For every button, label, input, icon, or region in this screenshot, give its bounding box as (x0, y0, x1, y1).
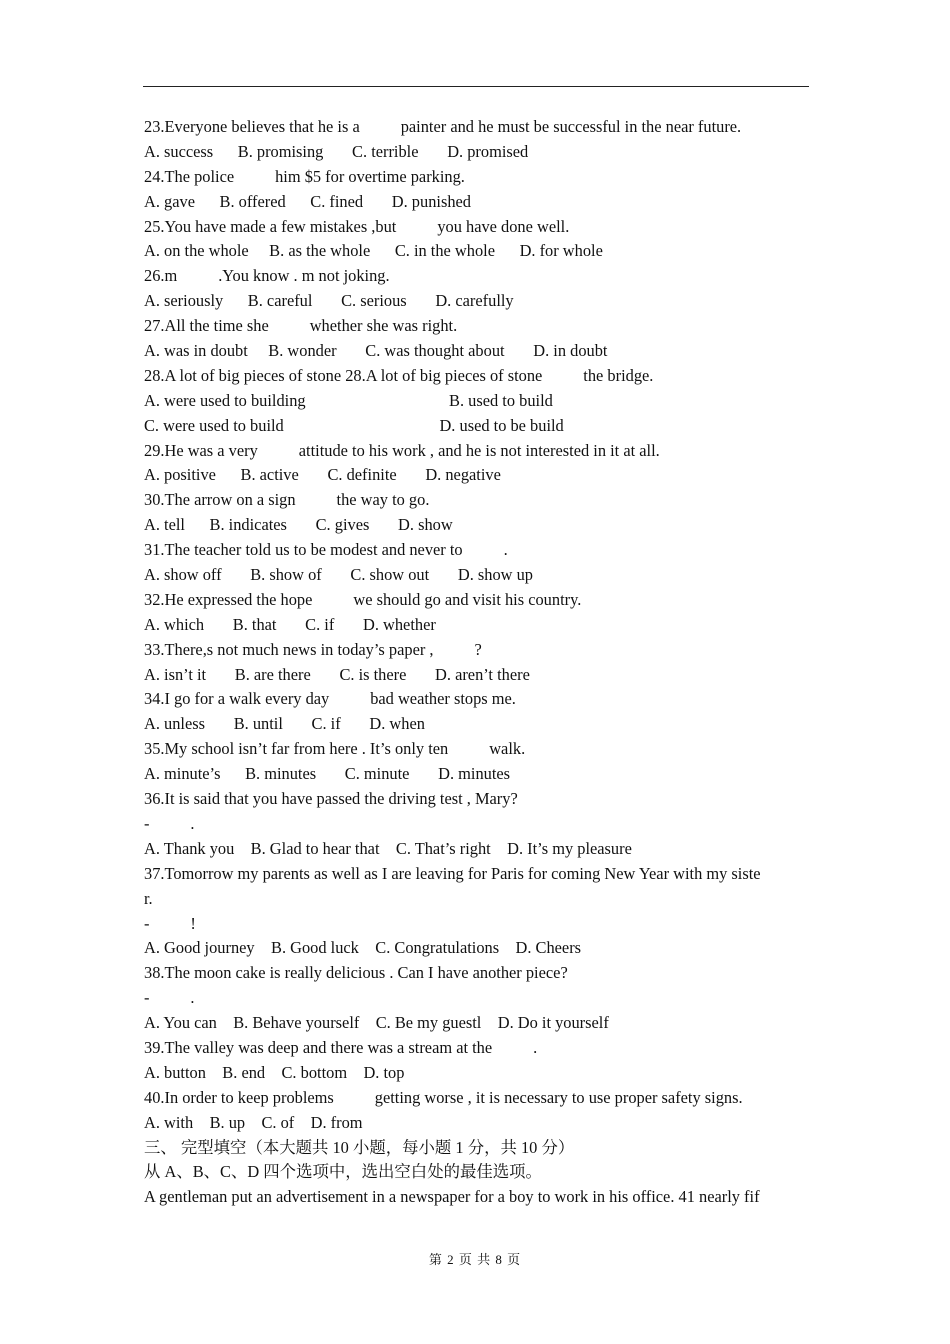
text-line-q35-options: A. minute’s B. minutes C. minute D. minutes (144, 764, 511, 784)
text-line-q28-options-ab: A. were used to building B. used to build (144, 390, 553, 410)
text-line-q36-options: A. Thank you B. Glad to hear that C. That’s right D. It’s my pleasure (144, 838, 632, 858)
document-body (144, 115, 810, 1210)
text-line-q39-options: A. button B. end C. bottom D. top (144, 1062, 405, 1082)
text-line-q28-options-cd: C. were used to build D. used to be build (144, 415, 564, 435)
text-line-q34: 34.I go for a walk every day bad weather stops me. (144, 689, 516, 709)
text-line-q26-options: A. seriously B. careful C. serious D. carefully (144, 291, 514, 311)
section-heading-cloze: 三、 完型填空（本大题共 10 小题，每小题 1 分，共 10 分） (144, 1137, 575, 1157)
text-line-q36: 36.It is said that you have passed the driving test , Mary? (144, 789, 518, 809)
text-line-q37: 37.Tomorrow my parents as well as I are leaving for Paris for coming New Year with my siste (144, 863, 761, 883)
text-line-q25-options: A. on the whole B. as the whole C. in the whole D. for whole (144, 241, 603, 261)
header-rule (143, 86, 809, 87)
text-line-q30-options: A. tell B. indicates C. gives D. show (144, 515, 453, 535)
text-line-q38-response: - . (144, 988, 195, 1008)
text-line-q35: 35.My school isn’t far from here . It’s only ten walk. (144, 739, 526, 759)
text-line-q34-options: A. unless B. until C. if D. when (144, 714, 425, 734)
text-line-q32: 32.He expressed the hope we should go and visit his country. (144, 589, 582, 609)
text-line-q38-options: A. You can B. Behave yourself C. Be my guestl D. Do it yourself (144, 1013, 609, 1033)
text-line-q30: 30.The arrow on a sign the way to go. (144, 490, 430, 510)
text-line-q24-options: A. gave B. offered C. fined D. punished (144, 191, 471, 211)
text-line-q37-response: - ! (144, 913, 196, 933)
cloze-passage-start: A gentleman put an advertisement in a newspaper for a boy to work in his office. 41 nearly fif (144, 1187, 760, 1207)
text-line-q32-options: A. which B. that C. if D. whether (144, 614, 436, 634)
text-line-q29-options: A. positive B. active C. definite D. negative (144, 465, 501, 485)
text-line-q27: 27.All the time she whether she was right. (144, 316, 458, 336)
text-line-q33-options: A. isn’t it B. are there C. is there D. aren’t there (144, 664, 530, 684)
text-line-q36-response: - . (144, 813, 195, 833)
text-line-q24: 24.The police him $5 for overtime parking. (144, 166, 465, 186)
text-line-q31: 31.The teacher told us to be modest and never to . (144, 540, 508, 560)
text-line-q37-options: A. Good journey B. Good luck C. Congratulations D. Cheers (144, 938, 582, 958)
text-line-q28: 28.A lot of big pieces of stone 28.A lot of big pieces of stone the bridge. (144, 365, 654, 385)
page-footer: 第 2 页 共 8 页 (428, 1252, 522, 1267)
text-line-q38: 38.The moon cake is really delicious . Can I have another piece? (144, 963, 568, 983)
text-line-q29: 29.He was a very attitude to his work , and he is not interested in it at all. (144, 440, 660, 460)
section-instruction: 从 A、B、C、D 四个选项中，选出空白处的最佳选项。 (144, 1162, 542, 1182)
text-line-q25: 25.You have made a few mistakes ,but you have done well. (144, 216, 570, 236)
text-line-q40-options: A. with B. up C. of D. from (144, 1112, 363, 1132)
text-line-q39: 39.The valley was deep and there was a stream at the . (144, 1037, 538, 1057)
text-line-q40: 40.In order to keep problems getting worse , it is necessary to use proper safety signs. (144, 1087, 743, 1107)
text-line-q23-options: A. success B. promising C. terrible D. promised (144, 141, 529, 161)
text-line-q37-wrap: r. (144, 888, 153, 908)
text-line-q27-options: A. was in doubt B. wonder C. was thought about D. in doubt (144, 341, 608, 361)
text-line-q33: 33.There,s not much news in today’s paper , ? (144, 639, 482, 659)
text-line-q31-options: A. show off B. show of C. show out D. show up (144, 565, 533, 585)
text-line-q23: 23.Everyone believes that he is a painter and he must be successful in the near future. (144, 117, 742, 136)
text-line-q26: 26.m .You know . m not joking. (144, 266, 390, 286)
